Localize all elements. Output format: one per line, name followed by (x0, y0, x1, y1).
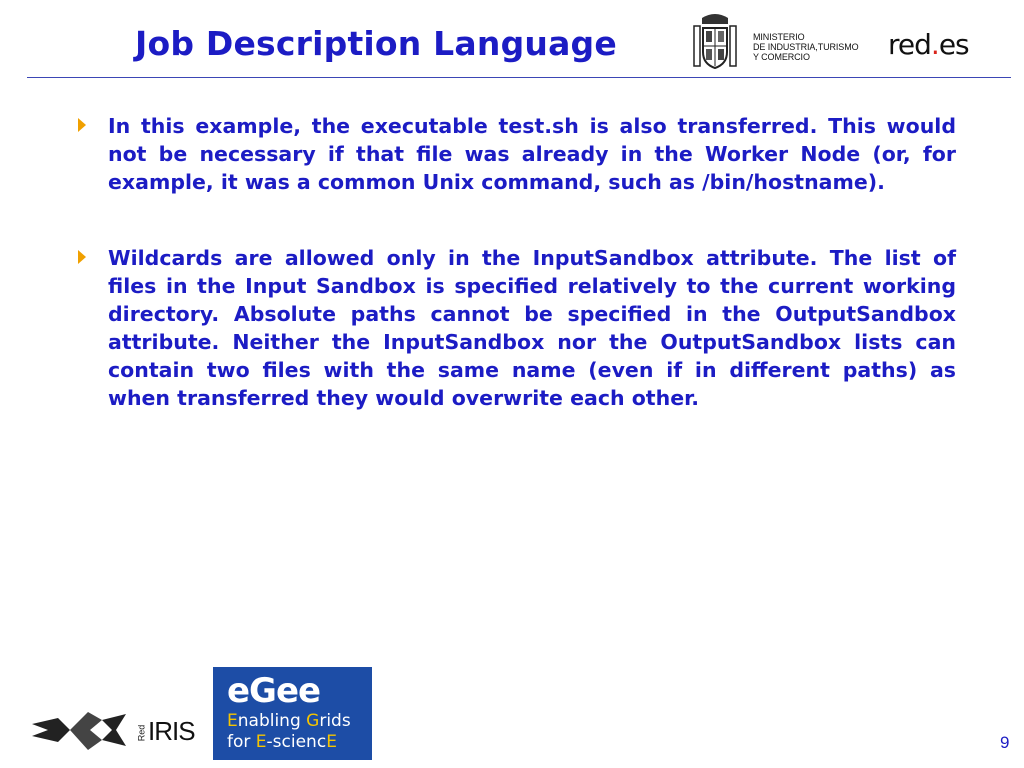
bullet-arrow-icon (78, 250, 86, 264)
reds-suffix: es (938, 28, 969, 61)
egee-tagline-2: for E-sciencE (227, 732, 337, 752)
rediris-mark-icon (30, 706, 140, 756)
bullet-item-2 (78, 244, 956, 412)
red-es-logo (888, 28, 969, 61)
rediris-iris-text: IRIS (148, 716, 195, 746)
egee-wordmark: eGee (227, 671, 321, 711)
page-number: 9 (1000, 733, 1010, 752)
rediris-red-text: Red (136, 724, 147, 742)
bullet-arrow-icon (78, 118, 86, 132)
egee-logo (213, 667, 372, 760)
rediris-logo (30, 706, 195, 756)
header-divider (27, 77, 1011, 78)
spanish-coat-of-arms-icon (688, 12, 742, 72)
bullet-item-1 (78, 112, 956, 196)
reds-prefix: red (888, 28, 931, 61)
bullet-text-1: In this example, the executable test.sh is also transferred. This would not be necessary if that file was already in the Worker Node (or, for example, it was a common Unix command, such as /bin/hostname). (108, 114, 956, 194)
ministry-line-1: MINISTERIO (753, 32, 805, 42)
ministry-line-3: Y COMERCIO (753, 52, 810, 62)
egee-tagline-1: Enabling Grids (227, 711, 351, 731)
ministry-line-2: DE INDUSTRIA,TURISMO (753, 42, 859, 52)
slide-body (78, 112, 956, 460)
reds-dot: . (930, 28, 939, 61)
ministry-label (753, 32, 859, 62)
bullet-text-2: Wildcards are allowed only in the InputSandbox attribute. The list of files in the Input Sandbox is specified relatively to the current working directory. Absolute paths cannot be specified in the OutputSandbox attribute. Neither the InputSandbox nor the OutputSandbox lists can contain two files with the same name (even if in different paths) as when transferred they would overwrite each other. (108, 246, 956, 410)
slide-title: Job Description Language (135, 24, 617, 63)
